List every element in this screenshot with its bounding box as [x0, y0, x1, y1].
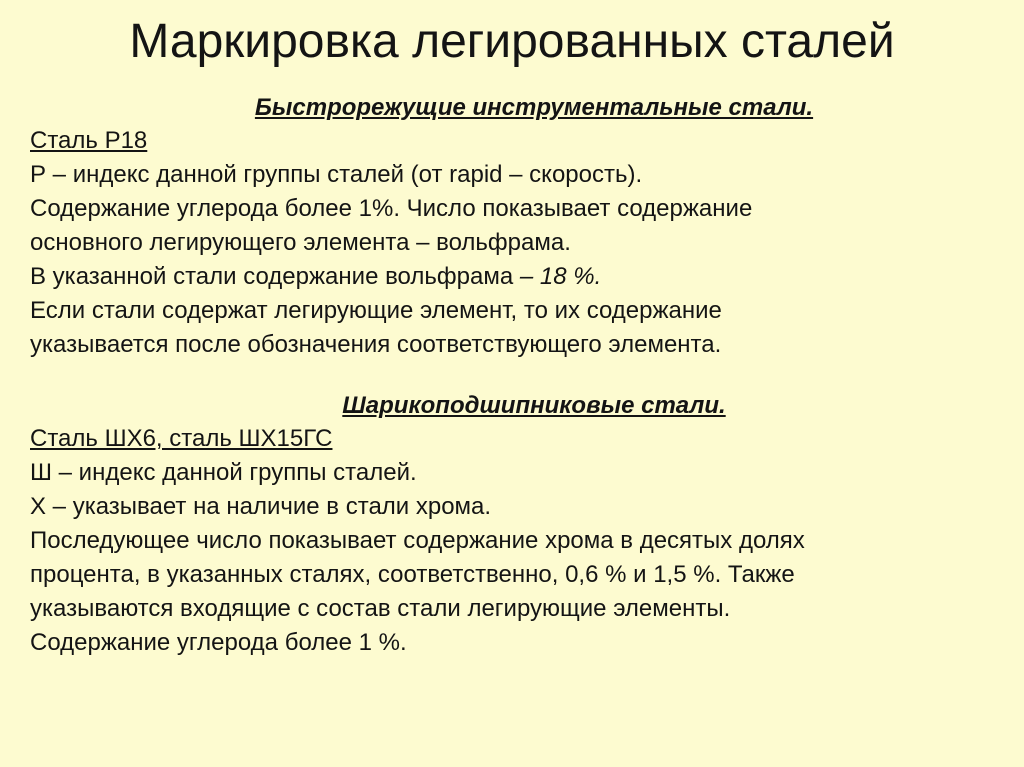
- body-line: процента, в указанных сталях, соответственно, 0,6 % и 1,5 %. Также: [30, 561, 795, 588]
- body-line: Р – индекс данной группы сталей (от rapid – скорость).: [30, 161, 643, 188]
- slide-body: [30, 92, 1000, 660]
- slide-title: Маркировка легированных сталей: [129, 15, 895, 68]
- tungsten-prefix: В указанной стали содержание вольфрама: [30, 263, 520, 290]
- body-line: указывается после обозначения соответствующего элемента.: [30, 331, 722, 358]
- body-line: основного легирующего элемента – вольфрама.: [30, 229, 571, 256]
- body-line: Х – указывает на наличие в стали хрома.: [30, 493, 492, 520]
- body-line: Содержание углерода более 1%. Число показывает содержание: [30, 195, 753, 222]
- steel-example-shh: Сталь ШХ6, сталь ШХ15ГС: [30, 425, 333, 452]
- section-heading-bearing-steels: Шарикоподшипниковые стали.: [342, 392, 726, 419]
- body-line: Если стали содержат легирующие элемент, то их содержание: [30, 297, 722, 324]
- tungsten-value: – 18 %.: [519, 263, 602, 290]
- body-line-tungsten: [30, 260, 1000, 294]
- body-line: Содержание углерода более 1 %.: [30, 629, 407, 656]
- body-line: Ш – индекс данной группы сталей.: [30, 459, 417, 486]
- section-heading-high-speed-steels: Быстрорежущие инструментальные стали.: [254, 94, 814, 121]
- body-line: Последующее число показывает содержание хрома в десятых долях: [30, 527, 805, 554]
- steel-example-r18: Сталь Р18: [30, 127, 148, 154]
- body-line: указываются входящие с состав стали легирующие элементы.: [30, 595, 731, 622]
